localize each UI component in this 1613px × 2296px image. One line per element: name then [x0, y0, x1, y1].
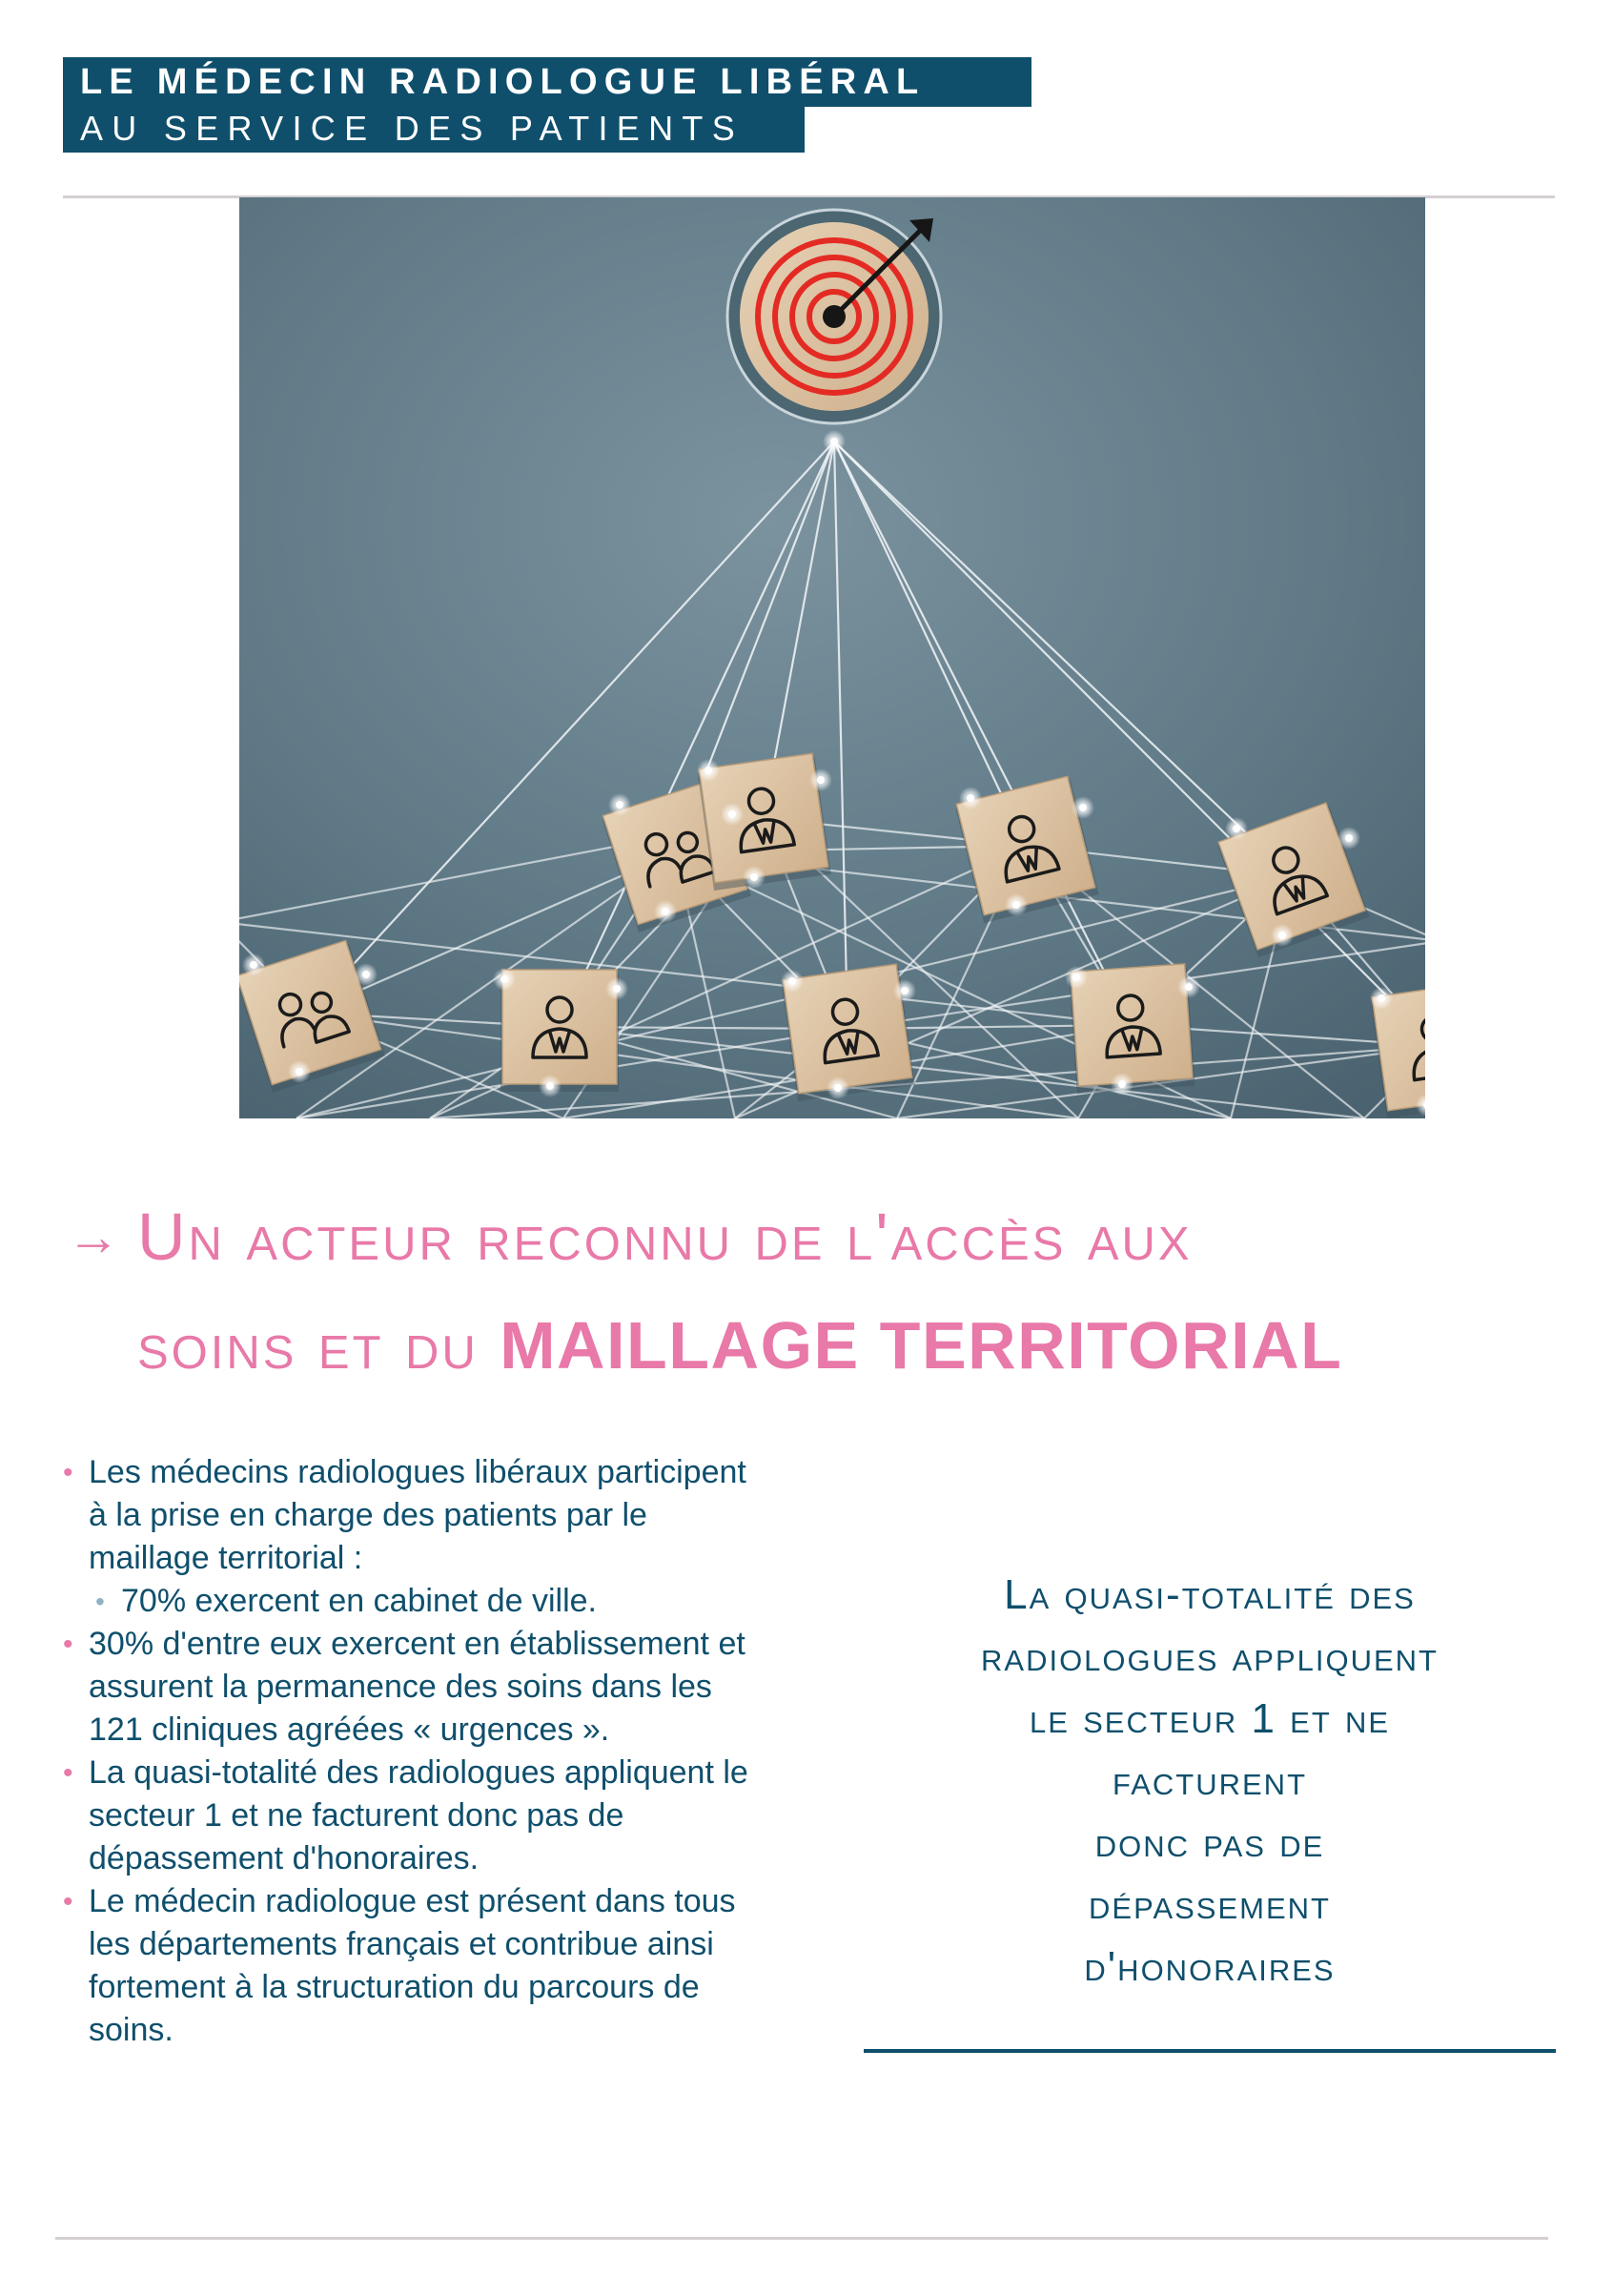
list-subitem: • 70% exercent en cabinet de ville. [63, 1580, 749, 1623]
bottom-divider [55, 2237, 1548, 2240]
pull-quote [865, 1564, 1555, 1998]
header-title-line1: LE MÉDECIN RADIOLOGUE LIBÉRAL [63, 57, 1031, 107]
header-title-line2: AU SERVICE DES PATIENTS [63, 107, 805, 153]
list-item: • 30% d'entre eux exercent en établissement et assurent la permanence des soins dans les 121 cliniques agréées « urgences ». [63, 1623, 749, 1752]
pull-quote-line: d'honoraires [1084, 1943, 1336, 1990]
arrow-right-icon: → [67, 1206, 123, 1266]
section-title-normal: soins et du [137, 1308, 479, 1383]
pull-quote-line: le secteur 1 et ne [1029, 1695, 1391, 1742]
person-icon [1069, 964, 1195, 1094]
pull-quote-line: radiologues appliquent [981, 1633, 1439, 1680]
target-dartboard-icon [727, 210, 941, 423]
pull-quote-line: donc pas de [1094, 1819, 1325, 1866]
section-title-line1: Un acteur reconnu de l'accès aux [137, 1199, 1193, 1274]
quote-divider [864, 2049, 1556, 2053]
bullet-list [63, 1451, 749, 2052]
section-title-bold: MAILLAGE TERRITORIAL [500, 1308, 1343, 1383]
pull-quote-line: facturent [1113, 1757, 1307, 1804]
section-title-line2 [137, 1291, 1342, 1400]
list-item: • Le médecin radiologue est présent dans tous les départements français et contribue ainsi fortement à la structuration du parcours de soins. [63, 1880, 749, 2052]
network-photo [239, 197, 1425, 1118]
pull-quote-line: La quasi-totalité des [1004, 1571, 1416, 1618]
pull-quote-line: dépassement [1089, 1881, 1331, 1928]
person-icon [500, 970, 619, 1092]
list-item: • Les médecins radiologues libéraux participent à la prise en charge des patients par le maillage territorial : [63, 1451, 749, 1580]
list-item: • La quasi-totalité des radiologues appliquent le secteur 1 et ne facturent donc pas de dépassement d'honoraires. [63, 1752, 749, 1880]
